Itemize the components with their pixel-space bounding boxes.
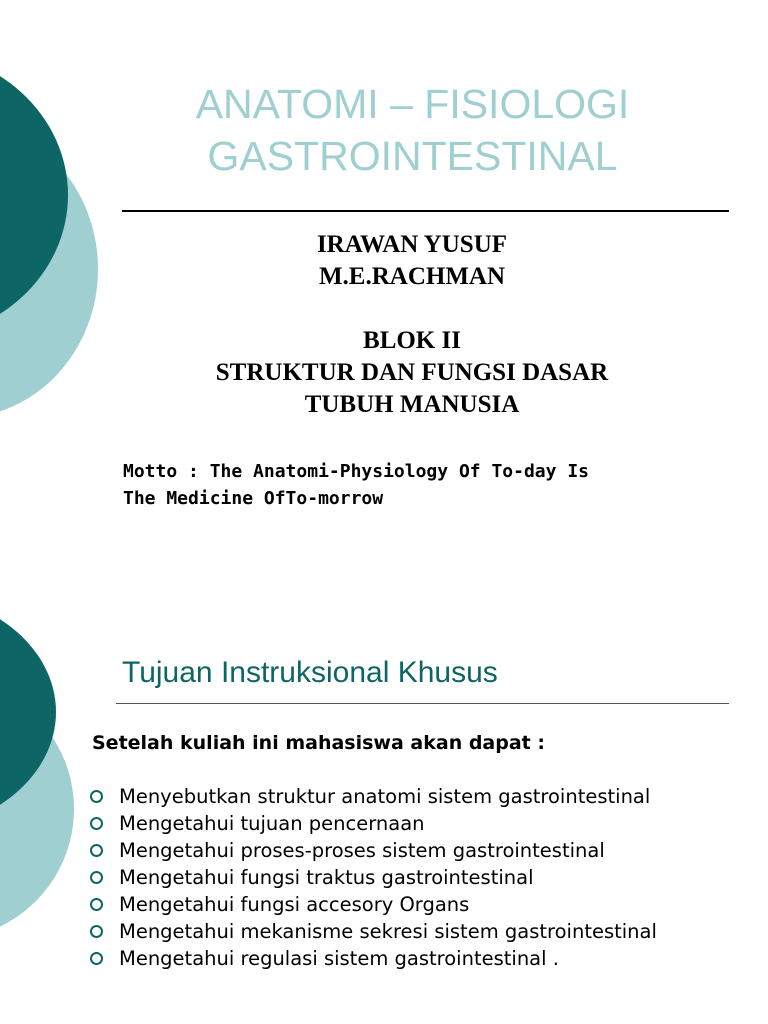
list-item-text: Menyebutkan struktur anatomi sistem gastrointestinal xyxy=(119,785,651,808)
slide-title-heading xyxy=(110,78,715,182)
title-divider xyxy=(122,210,729,212)
list-item xyxy=(90,837,657,864)
objectives-list xyxy=(90,783,657,972)
slide-objectives xyxy=(0,578,768,1024)
course-line: STRUKTUR DAN FUNGSI DASAR xyxy=(215,359,609,386)
title-line: GASTROINTESTINAL xyxy=(207,133,618,179)
hollow-circle-bullet-icon xyxy=(90,952,103,965)
hollow-circle-bullet-icon xyxy=(90,898,103,911)
hollow-circle-bullet-icon xyxy=(90,871,103,884)
list-item-text: Mengetahui proses-proses sistem gastrointestinal xyxy=(119,839,605,862)
hollow-circle-bullet-icon xyxy=(90,844,103,857)
list-item-text: Mengetahui fungsi accesory Organs xyxy=(119,893,470,916)
list-item xyxy=(90,810,657,837)
objectives-divider xyxy=(116,703,729,704)
course-block xyxy=(122,325,702,421)
motto-line: Motto : The Anatomi-Physiology Of To-day Is xyxy=(123,461,589,482)
list-item xyxy=(90,918,657,945)
authors-block xyxy=(122,229,702,293)
motto-text xyxy=(123,458,723,512)
list-item xyxy=(90,864,657,891)
list-item-text: Mengetahui mekanisme sekresi sistem gastrointestinal xyxy=(119,920,657,943)
list-item xyxy=(90,783,657,810)
list-item-text: Mengetahui tujuan pencernaan xyxy=(119,812,425,835)
motto-line: The Medicine OfTo-morrow xyxy=(123,488,384,509)
title-line: ANATOMI – FISIOLOGI xyxy=(195,81,630,127)
author-name: IRAWAN YUSUF xyxy=(316,231,508,258)
objectives-heading: Tujuan Instruksional Khusus xyxy=(122,656,498,689)
hollow-circle-bullet-icon xyxy=(90,925,103,938)
hollow-circle-bullet-icon xyxy=(90,790,103,803)
author-name: M.E.RACHMAN xyxy=(318,263,506,290)
list-item-text: Mengetahui fungsi traktus gastrointestinal xyxy=(119,866,534,889)
list-item xyxy=(90,945,657,972)
list-item xyxy=(90,891,657,918)
list-item-text: Mengetahui regulasi sistem gastrointestinal . xyxy=(119,947,559,970)
hollow-circle-bullet-icon xyxy=(90,817,103,830)
objectives-intro: Setelah kuliah ini mahasiswa akan dapat : xyxy=(92,732,545,754)
course-line: BLOK II xyxy=(363,327,461,354)
course-line: TUBUH MANUSIA xyxy=(304,391,520,418)
